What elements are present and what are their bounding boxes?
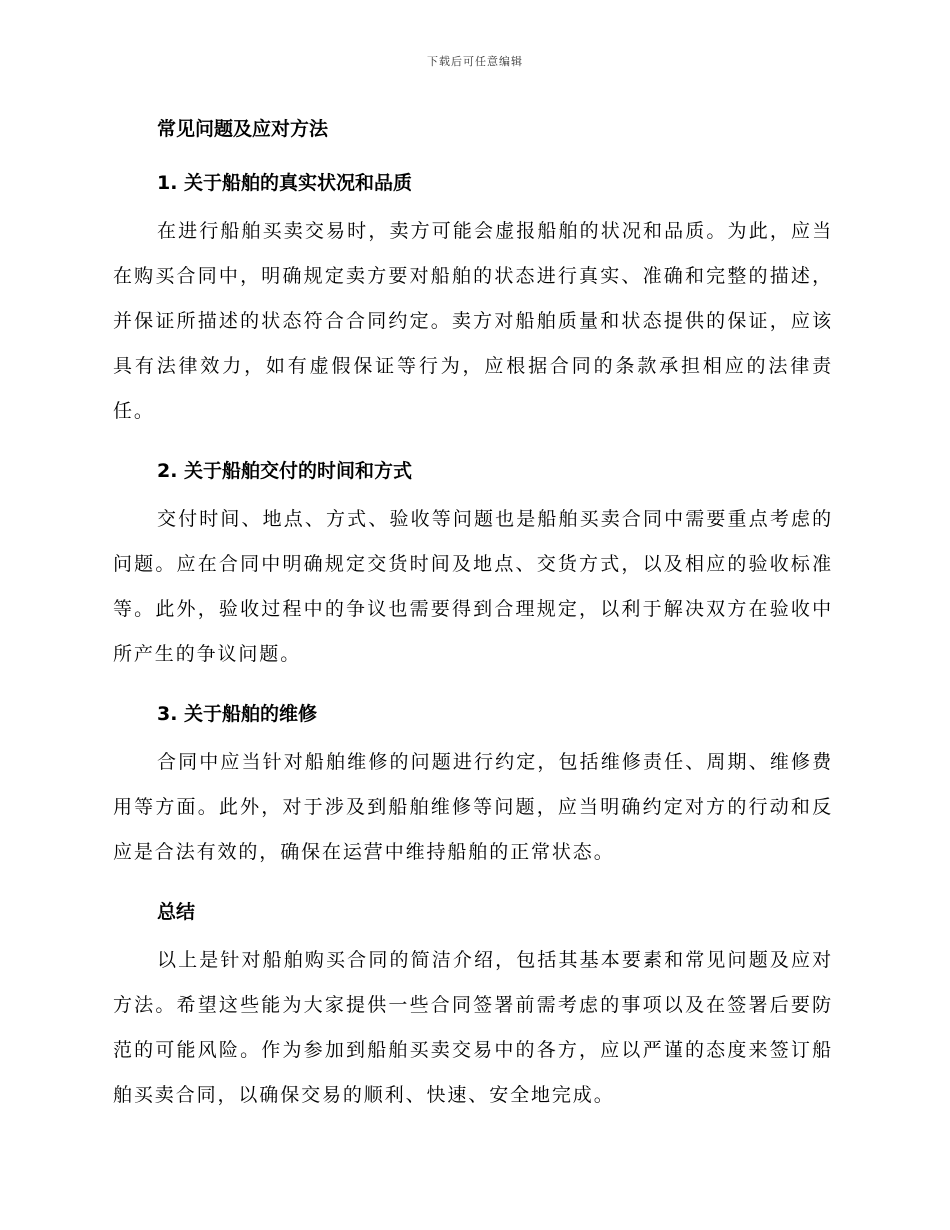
summary-title: 总结	[157, 901, 196, 923]
section-title-1: 1. 关于船舶的真实状况和品质	[157, 172, 413, 194]
section-paragraph-1: 在进行船舶买卖交易时，卖方可能会虚报船舶的状况和品质。为此，应当在购买合同中，明确规定卖方要对船舶的状态进行真实、准确和完整的描述，并保证所描述的状态符合合同约定。卖方对船舶质量和状态提供的保证，应该具有法律效力，如有虚假保证等行为，应根据合同的条款承担相应的法律责任。	[113, 220, 833, 422]
section-title-2: 2. 关于船舶交付的时间和方式	[157, 460, 413, 482]
section-paragraph-2: 交付时间、地点、方式、验收等问题也是船舶买卖合同中需要重点考虑的问题。应在合同中明确规定交货时间及地点、交货方式，以及相应的验收标准等。此外，验收过程中的争议也需要得到合理规定，以利于解决双方在验收中所产生的争议问题。	[113, 508, 833, 665]
section-title-3: 3. 关于船舶的维修	[157, 703, 318, 725]
page-header-note: 下载后可任意编辑	[427, 55, 523, 68]
section-title-main: 常见问题及应对方法	[157, 118, 329, 140]
document-body	[113, 112, 833, 1118]
summary-paragraph: 以上是针对船舶购买合同的简洁介绍，包括其基本要素和常见问题及应对方法。希望这些能为大家提供一些合同签署前需考虑的事项以及在签署后要防范的可能风险。作为参加到船舶买卖交易中的各方，应以严谨的态度来签订船舶买卖合同，以确保交易的顺利、快速、安全地完成。	[113, 949, 833, 1106]
section-paragraph-3: 合同中应当针对船舶维修的问题进行约定，包括维修责任、周期、维修费用等方面。此外，对于涉及到船舶维修等问题，应当明确约定对方的行动和反应是合法有效的，确保在运营中维持船舶的正常状态。	[113, 751, 833, 863]
